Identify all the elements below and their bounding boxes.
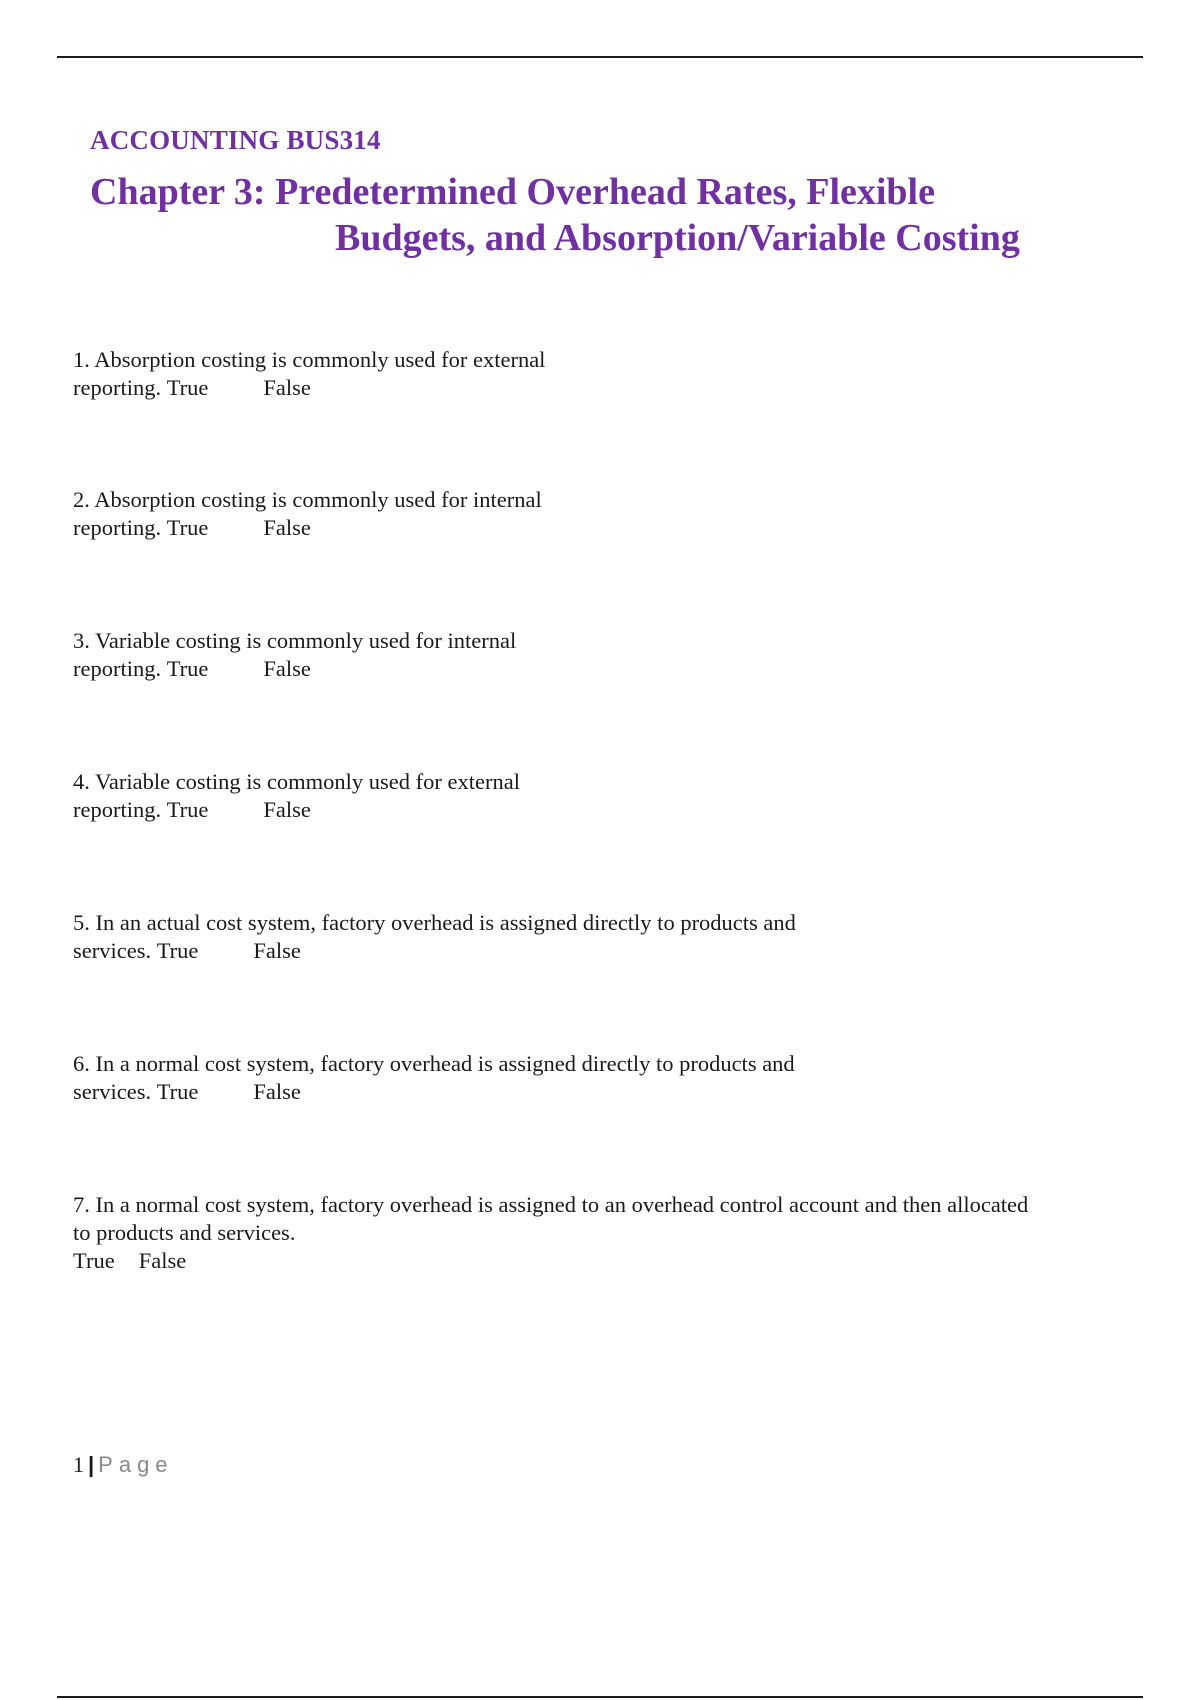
footer-separator: | <box>88 1452 95 1477</box>
question-text-cont: services. <box>73 1079 157 1104</box>
question-text: 2. Absorption costing is commonly used for internal <box>73 487 542 512</box>
question-text-cont: services. <box>73 938 157 963</box>
course-title: ACCOUNTING BUS314 <box>90 125 381 155</box>
bottom-rule <box>57 1696 1143 1698</box>
false-option[interactable]: False <box>263 515 311 540</box>
question-text-cont: reporting. <box>73 375 167 400</box>
question-2 <box>73 486 542 542</box>
false-option[interactable]: False <box>253 938 301 963</box>
false-option[interactable]: False <box>263 797 311 822</box>
chapter-title-line-1: Chapter 3: Predetermined Overhead Rates, Flexible <box>90 171 935 213</box>
true-option[interactable]: True <box>156 1079 199 1104</box>
question-text: 1. Absorption costing is commonly used for external <box>73 347 546 372</box>
question-text: 7. In a normal cost system, factory overhead is assigned to an overhead control account and then allocated <box>73 1192 1029 1217</box>
page-label: Page <box>98 1452 174 1477</box>
question-6 <box>73 1050 795 1106</box>
question-text: 3. Variable costing is commonly used for internal <box>73 628 517 653</box>
question-1 <box>73 346 545 402</box>
question-text: 5. In an actual cost system, factory overhead is assigned directly to products and <box>73 910 796 935</box>
question-7 <box>73 1191 1028 1275</box>
question-4 <box>73 768 520 824</box>
false-option[interactable]: False <box>263 656 311 681</box>
question-text-cont: to products and services. <box>73 1220 296 1245</box>
question-text-cont: reporting. <box>73 797 167 822</box>
true-option[interactable]: True <box>73 1248 115 1273</box>
true-option[interactable]: True <box>166 375 209 400</box>
page-number: 1 <box>73 1452 84 1477</box>
true-option[interactable]: True <box>156 938 199 963</box>
question-3 <box>73 627 516 683</box>
question-text-cont: reporting. <box>73 515 167 540</box>
false-option[interactable]: False <box>263 375 311 400</box>
question-text: 4. Variable costing is commonly used for external <box>73 769 520 794</box>
true-option[interactable]: True <box>166 797 209 822</box>
chapter-title-line-2: Budgets, and Absorption/Variable Costing <box>335 217 1020 259</box>
false-option[interactable]: False <box>138 1248 187 1273</box>
page-footer <box>73 1452 174 1478</box>
true-option[interactable]: True <box>166 656 209 681</box>
question-text: 6. In a normal cost system, factory overhead is assigned directly to products and <box>73 1051 795 1076</box>
false-option[interactable]: False <box>253 1079 301 1104</box>
top-rule <box>57 56 1143 58</box>
true-option[interactable]: True <box>166 515 209 540</box>
question-text-cont: reporting. <box>73 656 167 681</box>
question-5 <box>73 909 796 965</box>
